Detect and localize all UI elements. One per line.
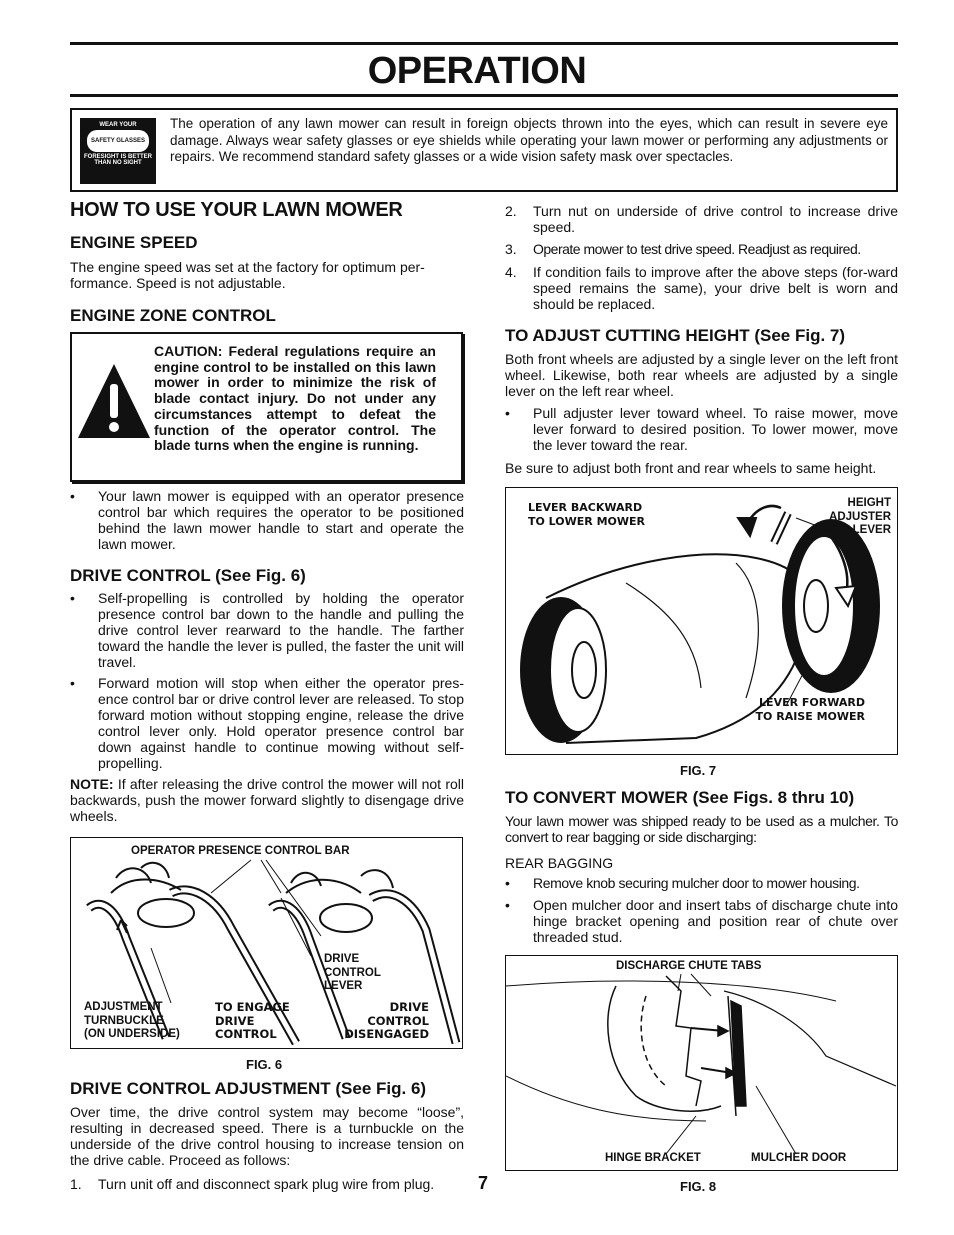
bullet-dot: • [505, 875, 510, 891]
how-to-use-heading: HOW TO USE YOUR LAWN MOWER [70, 199, 403, 221]
top-rule [70, 42, 898, 45]
convert-bullet2 [505, 897, 898, 945]
engine-speed-line1: The engine speed was set at the factory for optimum per- [70, 259, 425, 275]
fig6-dis-line2: CONTROL [367, 1013, 429, 1028]
step4 [505, 264, 898, 312]
fig7-fwd-line1: LEVER FORWARD [759, 696, 865, 709]
fig6-adj-line2: TURNBUCKLE [84, 1014, 164, 1027]
badge-line2: SAFETY GLASSES [87, 130, 149, 152]
step1-number: 1. [70, 1176, 82, 1192]
drive-control-bullet1-text: Self-propelling is controlled by holding the operator presence control bar down to the handle and pulling the drive control lever rearward to the handle. The farther toward the handle the lever is pulled, the faster the unit will travel. [98, 590, 464, 670]
adjustment-text: Over time, the drive control system may become “loose”, resulting in decreased speed. There is a turnbuckle on the underside of the drive control housing to increase tension on the drive cable. Proceed as follows: [70, 1104, 464, 1168]
engine-speed-title: ENGINE SPEED [70, 233, 198, 252]
safety-glasses-badge [80, 118, 156, 184]
rear-bagging-subhead: REAR BAGGING [505, 855, 614, 871]
fig6-dis-line1: DRIVE [389, 1000, 429, 1014]
page-number: 7 [478, 1173, 489, 1193]
fig6-lever-line3: LEVER [324, 980, 363, 992]
fig6-caption: FIG. 6 [246, 1057, 283, 1072]
fig6-lever-line1: DRIVE [324, 953, 360, 965]
bullet-dot: • [70, 590, 75, 606]
cutting-height-title: TO ADJUST CUTTING HEIGHT (See Fig. 7) [505, 326, 846, 345]
note-label: NOTE: [70, 776, 114, 792]
step2-text: Turn nut on underside of drive control to increase drive speed. [533, 203, 898, 235]
figure-6 [70, 837, 463, 1049]
convert-title: TO CONVERT MOWER (See Figs. 8 thru 10) [505, 788, 855, 807]
fig6-lever-line2: CONTROL [324, 966, 381, 979]
warning-triangle-icon [72, 334, 152, 474]
fig6-eng-line3: CONTROL [215, 1027, 277, 1041]
fig7-back-line2: TO LOWER MOWER [528, 514, 646, 528]
convert-bullet1-text: Remove knob securing mulcher door to mower housing. [533, 875, 860, 891]
fig6-label-engage [215, 1001, 290, 1042]
engine-zone-bullet [70, 488, 464, 552]
engine-speed-line2: formance. Speed is not adjustable. [70, 275, 286, 291]
drive-control-title: DRIVE CONTROL (See Fig. 6) [70, 566, 306, 585]
safety-warning-box [70, 108, 898, 192]
fig6-label-lever [324, 953, 381, 994]
title-rule [70, 94, 898, 97]
fig6-eng-line1: TO ENGAGE [215, 1000, 290, 1014]
fig7-back-line1: LEVER BACKWARD [528, 501, 643, 514]
safety-warning-text: The operation of any lawn mower can result in foreign objects thrown into the eyes, which can result in severe eye damage. Always wear safety glasses or eye shields while operating your lawn mower or performing any adjustments or repairs. We recommend standard safety glasses or a wide vision safety mask over spectacles. [170, 116, 888, 164]
bullet-dot: • [70, 675, 75, 691]
drive-control-bullet2-text: Forward motion will stop when either the operator pres-ence control bar or drive control lever are released. To stop forward motion without stopping engine, release the drive control lever only. Hold operator presence control bar down against handle to continue mowing without self-propelling. [98, 675, 464, 771]
fig7-label-forward [756, 696, 865, 723]
cutting-height-note: Be sure to adjust both front and rear wheels to same height. [505, 460, 877, 476]
fig6-eng-line2: DRIVE [215, 1013, 255, 1028]
step2-number: 2. [505, 203, 517, 219]
engine-speed-text [70, 259, 464, 291]
convert-bullet1 [505, 875, 898, 891]
fig6-dis-line3: DISENGAGED [344, 1027, 429, 1041]
step1-text: Turn unit off and disconnect spark plug wire from plug. [98, 1176, 435, 1192]
bullet-dot: • [505, 897, 510, 913]
step3 [505, 241, 898, 257]
fig7-h-line2: ADJUSTER [829, 510, 891, 523]
fig6-label-adjustment [84, 1001, 180, 1042]
engine-zone-bullet-text: Your lawn mower is equipped with an operator presence control bar which requires the operator to be positioned behind the lawn mower handle to start and operate the lawn mower. [98, 488, 464, 552]
fig8-label-hinge: HINGE BRACKET [605, 1152, 701, 1164]
page-title: OPERATION [367, 50, 587, 92]
bullet-dot: • [505, 405, 510, 421]
badge-line4: THAN NO SIGHT [94, 160, 142, 166]
fig7-h-line1: HEIGHT [847, 497, 891, 509]
step3-number: 3. [505, 241, 517, 257]
drive-control-bullet2 [70, 675, 464, 771]
fig7-label-backward [528, 501, 645, 528]
caution-text: CAUTION: Federal regulations require an engine control to be installed on this lawn mower in order to minimize the risk of blade contact injury. Do not under any circumstances attempt to defeat the function of the operator control. The blade turns when the engine is running. [154, 343, 436, 454]
fig7-label-height [829, 497, 891, 538]
adjustment-step1 [70, 1176, 464, 1192]
fig8-label-tabs: DISCHARGE CHUTE TABS [616, 960, 762, 972]
fig6-label-bar: OPERATOR PRESENCE CONTROL BAR [131, 845, 350, 857]
drive-control-bullet1 [70, 590, 464, 670]
step2 [505, 203, 898, 235]
adjustment-title: DRIVE CONTROL ADJUSTMENT (See Fig. 6) [70, 1079, 427, 1098]
cutting-height-text: Both front wheels are adjusted by a single lever on the left front wheel. Likewise, both rear wheels are adjusted by a single lever on the left rear wheel. [505, 351, 898, 399]
step4-text: If condition fails to improve after the above steps (for-ward speed remains the same), your drive belt is worn and should be replaced. [533, 264, 898, 312]
discharge-chute-illustration [506, 956, 897, 1170]
drive-note [70, 776, 464, 824]
step3-text: Operate mower to test drive speed. Readjust as required. [533, 241, 861, 257]
cutting-height-bullet-text: Pull adjuster lever toward wheel. To raise mower, move lever forward to desired position. To lower mower, move the lever toward the rear. [533, 405, 898, 453]
cutting-height-bullet [505, 405, 898, 453]
fig8-label-door: MULCHER DOOR [751, 1152, 847, 1164]
note-text: If after releasing the drive control the mower will not roll backwards, push the mower forward slightly to disengage drive wheels. [70, 776, 464, 824]
fig7-caption: FIG. 7 [680, 763, 717, 778]
convert-bullet2-text: Open mulcher door and insert tabs of discharge chute into hinge bracket opening and position rear of chute over threaded stud. [533, 897, 898, 945]
badge-line1: WEAR YOUR [99, 122, 137, 128]
badge-line3: FORESIGHT IS BETTER [83, 154, 152, 160]
step4-number: 4. [505, 264, 517, 280]
figure-8 [505, 955, 898, 1171]
fig7-h-line3: LEVER [852, 524, 891, 536]
fig7-fwd-line2: TO RAISE MOWER [755, 709, 865, 723]
caution-box [70, 332, 463, 482]
figure-7 [505, 487, 898, 755]
fig6-label-disengaged [344, 1001, 429, 1042]
fig6-adj-line1: ADJUSTMENT [84, 1001, 163, 1013]
engine-zone-title: ENGINE ZONE CONTROL [70, 306, 276, 325]
fig6-adj-line3: (ON UNDERSIDE) [84, 1028, 180, 1040]
fig8-caption: FIG. 8 [680, 1179, 717, 1194]
bullet-dot: • [70, 488, 75, 504]
convert-text: Your lawn mower was shipped ready to be used as a mulcher. To convert to rear bagging or side discharging: [505, 813, 898, 845]
